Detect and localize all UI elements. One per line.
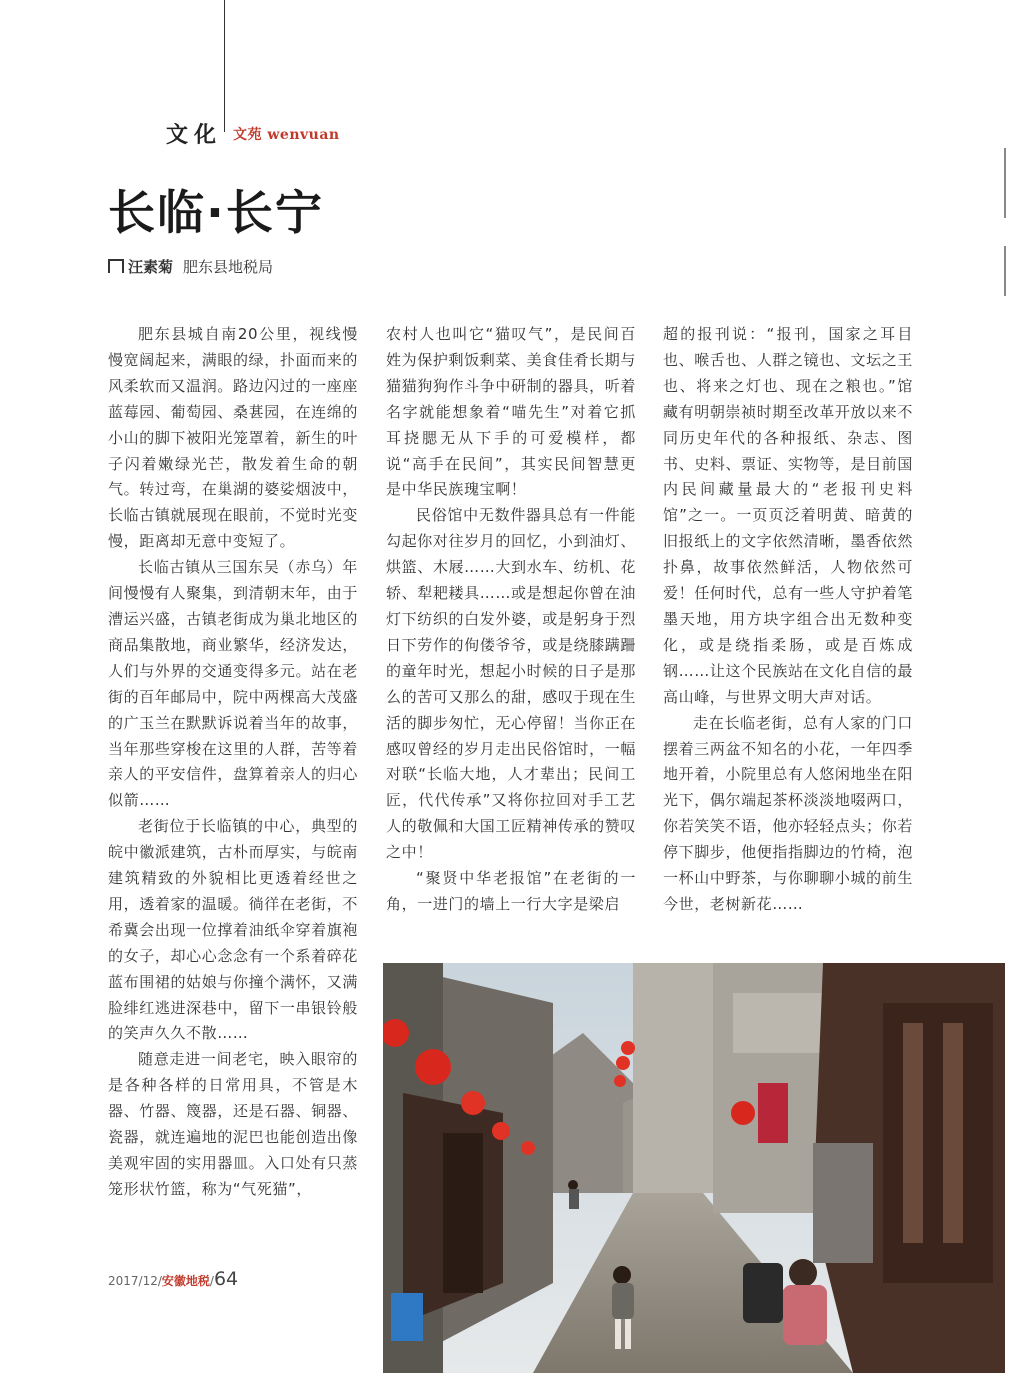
text-column-3 xyxy=(663,322,913,918)
magazine-name: 安徽地税 xyxy=(161,1274,210,1288)
text-column-2 xyxy=(386,322,636,918)
author-org: 肥东县地税局 xyxy=(183,258,274,276)
paragraph: 民俗馆中无数件器具总有一件能勾起你对往岁月的回忆，小到油灯、烘篮、木屐……大到水车、纺机、花轿、犁耙耧具……或是想起你曾在油灯下纺织的白发外婆，或是躬身于烈日下劳作的佝偻爷爷，或是绕膝蹒跚的童年时光，想起小时候的日子是那么的苦可又那么的甜，感叹于现在生活的脚步匆忙，无心停留！当你正在感叹曾经的岁月走出民俗馆时，一幅对联“长临大地，人才辈出；民间工匠，代代传承”又将你拉回对手工艺人的敬佩和大国工匠精神传承的赞叹之中！ xyxy=(386,506,636,862)
article-title: 长临·长宁 xyxy=(108,186,324,241)
author-name: 汪素菊 xyxy=(128,258,174,276)
page-number: 64 xyxy=(213,1268,239,1290)
old-street-photo xyxy=(383,963,1005,1373)
paragraph: 农村人也叫它“猫叹气”，是民间百姓为保护剩饭剩菜、美食佳肴长期与猫猫狗狗作斗争中研制的器具，听着名字就能想象着“喵先生”对着它抓耳挠腮无从下手的可爱模样，都说“高手在民间”，其实民间智慧更是中华民族瑰宝啊！ xyxy=(386,325,636,499)
page-edge-mark xyxy=(1004,148,1006,218)
paragraph: 老街位于长临镇的中心，典型的皖中徽派建筑，古朴而厚实，与皖南建筑精致的外貌相比更透着经世之用，透着家的温暖。徜徉在老街，不希冀会出现一位撑着油纸伞穿着旗袍的女子，却心心念念有一个系着碎花蓝布围裙的姑娘与你撞个满怀，又满脸绯红逃进深巷中，留下一串银铃般的笑声久久不散…… xyxy=(108,817,358,1043)
header-divider-line xyxy=(224,0,225,132)
issue-date: 2017/12/ xyxy=(108,1274,162,1288)
paragraph: 走在长临老街，总有人家的门口摆着三两盆不知名的小花，一年四季地开着，小院里总有人悠闲地坐在阳光下，偶尔端起茶杯淡淡地啜两口，你若笑笑不语，他亦轻轻点头；你若停下脚步，他便指指脚边的竹椅，泡一杯山中野茶，与你聊聊小城的前生今世，老树新花…… xyxy=(663,713,913,913)
byline xyxy=(108,256,273,277)
page-edge-mark xyxy=(1004,246,1006,296)
paragraph: “聚贤中华老报馆”在老街的一角，一进门的墙上一行大字是梁启 xyxy=(386,869,636,913)
paragraph: 长临古镇从三国东吴（赤乌）年间慢慢有人聚集，到清朝末年，由于漕运兴盛，古镇老街成为巢北地区的商品集散地，商业繁华，经济发达，人们与外界的交通变得多元。站在老街的百年邮局中，院中两棵高大茂盛的广玉兰在默默诉说着当年的故事，当年那些穿梭在这里的人群，苦等着亲人的平安信件，盘算着亲人的归心似箭…… xyxy=(108,558,358,810)
paragraph: 随意走进一间老宅，映入眼帘的是各种各样的日常用具，不管是木器、竹器、篾器，还是石器、铜器、瓷器，就连遍地的泥巴也能创造出像美观牢固的实用器皿。入口处有只蒸笼形状竹篮，称为“气死猫”， xyxy=(108,1050,358,1198)
paragraph: 超的报刊说：“报刊，国家之耳目也、喉舌也、人群之镜也、文坛之王也、将来之灯也、现在之粮也。”馆藏有明朝崇祯时期至改革开放以来不同历史年代的各种报纸、杂志、图书、史料、票证、实物等，是目前国内民间藏量最大的“老报刊史料馆”之一。一页页泛着明黄、暗黄的旧报纸上的文字依然清晰，墨香依然扑鼻，故事依然鲜活，人物依然可爱！任何时代，总有一些人守护着笔墨天地，用方块字组合出无数种变化，或是绕指柔肠，或是百炼成钢……让这个民族站在文化自信的最高山峰，与世界文明大声对话。 xyxy=(663,325,913,706)
footer-separator: / xyxy=(209,1274,214,1288)
page-footer xyxy=(108,1268,238,1290)
paragraph: 肥东县城自南20公里，视线慢慢宽阔起来，满眼的绿，扑面而来的风柔软而又温润。路边闪过的一座座蓝莓园、葡萄园、桑葚园，在连绵的小山的脚下被阳光笼罩着，新生的叶子闪着嫩绿光芒，散发着生命的朝气。转过弯，在巢湖的婆娑烟波中，长临古镇就展现在眼前，不觉时光变慢，距离却无意中变短了。 xyxy=(108,325,358,551)
section-label: 文化 xyxy=(166,122,223,148)
section-sublabel: 文苑 wenvuan xyxy=(233,127,340,143)
text-column-1 xyxy=(108,322,358,1203)
byline-mark-icon xyxy=(108,259,124,273)
